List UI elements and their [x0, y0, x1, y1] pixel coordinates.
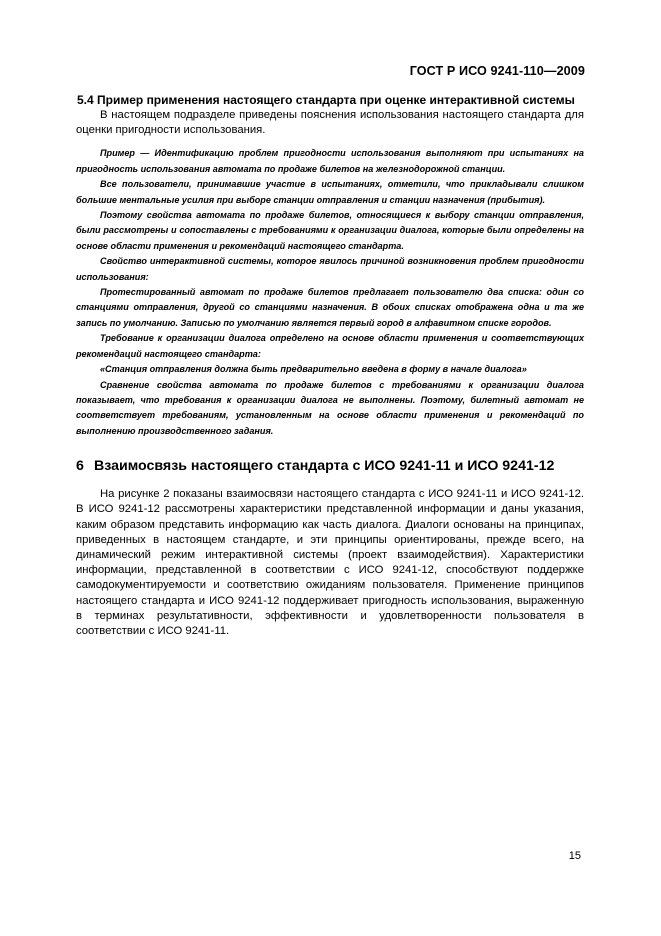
example-paragraph: Требование к организации диалога определено на основе области применения и соответствующих рекомендаций настоящего стандарта:: [76, 333, 584, 359]
document-code: ГОСТ Р ИСО 9241-110—2009: [409, 64, 585, 78]
example-paragraph: Протестированный автомат по продаже билетов предлагает пользователю два списка: один со станциями отправления, другой со станциями назначения. В обоих списках отображена одна и та же запись по умолчанию. Записью по умолчанию является первый город в алфавитном списке городов.: [76, 287, 584, 328]
section-6-title: Взаимосвязь настоящего стандарта с ИСО 9241-11 и ИСО 9241-12: [94, 458, 555, 475]
section-6-number: 6: [76, 458, 84, 475]
example-paragraph: Свойство интерактивной системы, которое явилось причиной возникновения проблем пригодности использования:: [76, 256, 584, 282]
page-content: [76, 92, 584, 639]
example-block: [76, 146, 584, 439]
example-paragraph: Все пользователи, принимавшие участие в испытаниях, отметили, что прикладывали слишком большие ментальные усилия при выборе станции отправления и станции назначения (прибытия).: [76, 179, 584, 205]
example-paragraph: Сравнение свойства автомата по продаже билетов с требованиями к организации диалога показывает, что требования к организации диалога не выполнены. Поэтому, билетный автомат не соответствует требованиям, установленным на основе области применения и рекомендаций по выполнению производственного задания.: [76, 379, 584, 436]
section-5-4-heading: 5.4 Пример применения настоящего стандарта при оценке интерактивной системы: [77, 93, 575, 107]
page-number: 15: [568, 850, 581, 862]
section-5-4-intro: В настоящем подразделе приведены пояснения использования настоящего стандарта для оценки пригодности использования.: [76, 109, 584, 137]
example-paragraph: Пример — Идентификацию проблем пригодности использования выполняют при испытаниях на пригодность использования автомата по продаже билетов на железнодорожной станции.: [76, 148, 584, 174]
example-paragraph: Поэтому свойства автомата по продаже билетов, относящиеся к выбору станции отправления, были рассмотрены и сопоставлены с требованиями к организации диалога, которые были определены на основе области применения и рекомендаций настоящего стандарта.: [76, 210, 584, 251]
section-6-body: На рисунке 2 показаны взаимосвязи настоящего стандарта с ИСО 9241-11 и ИСО 9241-12. В ИСО 9241-12 рассмотрены характеристики представленной информации и даны указания, каким образом представить информацию как часть диалога. Диалоги основаны на принципах, приведенных в настоящем стандарте, и эти принципы ориентированы, прежде всего, на динамический режим интерактивной системы (проект взаимодействия). Характеристики информации, представленной в соответствии с ИСО 9241-12, способствуют поддержке самодокументируемости и соответствию ожиданиям пользователя. Применение принципов настоящего стандарта и ИСО 9241-12 поддерживает пригодность использования, выраженную в терминах результативности, эффективности и удовлетворенности пользователя в соответствии с ИСО 9241-11.: [76, 488, 584, 637]
section-6-heading: [76, 457, 584, 475]
example-quote: «Станция отправления должна быть предварительно введена в форму в начале диалога»: [100, 364, 527, 375]
